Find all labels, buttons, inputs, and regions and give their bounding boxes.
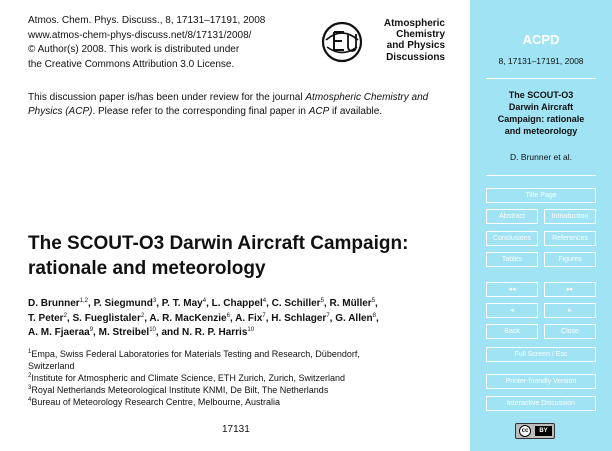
previous-page-button[interactable]: ◂ — [486, 303, 538, 318]
affiliation-number: 3 — [28, 385, 32, 391]
last-page-button[interactable]: ▸▸ — [544, 282, 596, 297]
sidebar-title-line: The SCOUT-O3 — [508, 90, 574, 100]
copyright-line: © Author(s) 2008. This work is distributed under — [28, 44, 240, 55]
sidebar-authors: D. Brunner et al. — [510, 152, 572, 162]
introduction-button[interactable]: Introduction — [544, 209, 596, 224]
logo-line-3: and Physics — [386, 40, 445, 52]
close-button[interactable]: Close — [544, 324, 596, 339]
author: A. Fix — [235, 312, 263, 324]
notice-part-2: . Please refer to the corresponding final paper in — [92, 106, 309, 117]
back-button[interactable]: Back — [486, 324, 538, 339]
abstract-button[interactable]: Abstract — [486, 209, 538, 224]
paper-url[interactable]: www.atmos-chem-phys-discuss.net/8/17131/2008/ — [28, 29, 252, 41]
author-affiliation-mark: 4 — [262, 298, 267, 304]
logo-line-4: Discussions — [386, 51, 445, 63]
creative-commons-badge[interactable] — [515, 423, 555, 439]
author: L. Chappel — [211, 298, 263, 309]
affiliation-item — [28, 348, 468, 360]
author-affiliation-mark: 7 — [326, 312, 330, 319]
affiliation-text: Bureau of Meteorology Research Centre, Melbourne, Australia — [31, 397, 280, 407]
author-affiliation-mark: 9 — [89, 327, 94, 333]
author-affiliation-mark: 10 — [149, 327, 156, 333]
title-line-1: The SCOUT-O3 Darwin Aircraft Campaign: — [28, 233, 409, 254]
author-affiliation-mark: 2 — [140, 312, 145, 319]
sidebar-title-line: and meteorology — [504, 126, 578, 136]
notice-journal: Atmospheric Chemistry and Physics (ACP) — [28, 92, 429, 117]
next-page-button[interactable]: ▸ — [544, 303, 596, 318]
author: G. Allen — [335, 312, 373, 324]
egu-logo-icon — [320, 20, 364, 64]
logo-line-2: Chemistry — [396, 29, 445, 41]
author: P. Siegmund — [93, 298, 153, 309]
author-affiliation-mark: 6 — [226, 312, 230, 319]
paper-title — [28, 231, 468, 281]
author: M. Streibel — [98, 327, 150, 338]
conclusions-button[interactable]: Conclusions — [486, 231, 538, 246]
sidebar-citation: 8, 17131–17191, 2008 — [498, 56, 584, 66]
journal-logo — [320, 18, 445, 70]
affiliation-item — [28, 384, 468, 396]
author: A. R. MacKenzie — [149, 312, 227, 324]
first-page-button[interactable]: ◂◂ — [486, 282, 538, 297]
affiliation-item — [28, 396, 468, 408]
sidebar-divider — [486, 78, 596, 79]
author-list: D. Brunner$^{1,2}$, P. Siegmund$^3$, P. T. May$^4$, L. Chappel$^4$, C. Schiller$^5$, R. Müller$^5$, T. Peter$^2$, S. Fueglistaler$^2$, A. R. MacKenzie$^6$, A. Fix$^7$, H. Schlager$^7$, G. Allen$^8$, A. M. Fjaeraa$^9$, M. Streibel$^{10}$, and N. R. P. Harris$^{10}$ — [28, 298, 379, 338]
logo-line-1: Atmospheric — [383, 18, 445, 29]
authors-and: and — [161, 327, 180, 338]
notice-part-3: if available. — [329, 106, 383, 117]
author-affiliation-mark: 8 — [372, 312, 376, 319]
author-affiliation-mark: 1,2 — [79, 298, 89, 304]
affiliation-number: 1 — [28, 349, 32, 355]
full-screen-button[interactable]: Full Screen / Esc — [486, 347, 596, 362]
affiliation-text: Royal Netherlands Meteorological Institute KNMI, De Bilt, The Netherlands — [31, 385, 329, 395]
citation-header — [28, 14, 265, 72]
author: N. R. P. Harris — [182, 327, 248, 338]
figures-button[interactable]: Figures — [544, 252, 596, 267]
references-button[interactable]: References — [544, 231, 596, 246]
affiliation-text: Institute for Atmospheric and Climate Science, ETH Zurich, Zurich, Switzerland — [31, 373, 345, 383]
author: R. Müller — [329, 298, 372, 309]
page-number: 17131 — [222, 424, 250, 435]
author-affiliation-mark: 4 — [202, 298, 207, 304]
sidebar-divider — [486, 175, 596, 176]
affiliation-list — [28, 348, 468, 408]
affiliation-number: 4 — [28, 397, 32, 403]
author: A. M. Fjaeraa — [28, 327, 90, 338]
title-line-2: rationale and meteorology — [28, 258, 266, 279]
notice-part-1: This discussion paper is/has been under review for the journal — [28, 92, 306, 103]
review-notice — [28, 91, 448, 119]
author-affiliation-mark: 5 — [320, 298, 324, 304]
journal-line: Atmos. Chem. Phys. Discuss., 8, 17131–17191, 2008 — [28, 15, 266, 26]
affiliation-text: Empa, Swiss Federal Laboratories for Materials Testing and Research, Dübendorf, — [31, 349, 360, 359]
author: C. Schiller — [271, 298, 321, 309]
title-page-button[interactable]: Title Page — [486, 188, 596, 203]
author-affiliation-mark: 10 — [247, 327, 255, 333]
printer-friendly-button[interactable]: Printer-friendly Version — [486, 374, 596, 389]
author: D. Brunner — [28, 298, 80, 309]
author-affiliation-mark: 3 — [152, 298, 157, 304]
license-line: the Creative Commons Attribution 3.0 License. — [28, 58, 235, 70]
author-affiliation-mark: 2 — [63, 312, 67, 319]
sidebar-title-line: Campaign: rationale — [497, 114, 585, 124]
author: T. Peter — [28, 312, 64, 324]
by-icon: BY — [535, 426, 552, 436]
author: S. Fueglistaler — [72, 312, 141, 324]
author-affiliation-mark: 5 — [371, 298, 376, 304]
author: H. Schlager — [271, 312, 327, 324]
notice-acp: ACP — [308, 106, 330, 117]
author-affiliation-mark: 7 — [262, 312, 266, 319]
tables-button[interactable]: Tables — [486, 252, 538, 267]
affiliation-item — [28, 360, 468, 372]
sidebar-paper-title — [470, 89, 612, 137]
affiliation-text: Switzerland — [28, 361, 75, 371]
interactive-discussion-button[interactable]: Interactive Discussion — [486, 396, 596, 411]
navigation-sidebar — [470, 0, 612, 451]
logo-text — [384, 18, 445, 63]
affiliation-item — [28, 372, 468, 384]
sidebar-journal-name: ACPD — [522, 32, 560, 47]
affiliation-number: 2 — [28, 373, 32, 379]
sidebar-title-line: Darwin Aircraft — [508, 102, 574, 112]
cc-icon: cc — [519, 425, 531, 437]
author: P. T. May — [161, 298, 203, 309]
